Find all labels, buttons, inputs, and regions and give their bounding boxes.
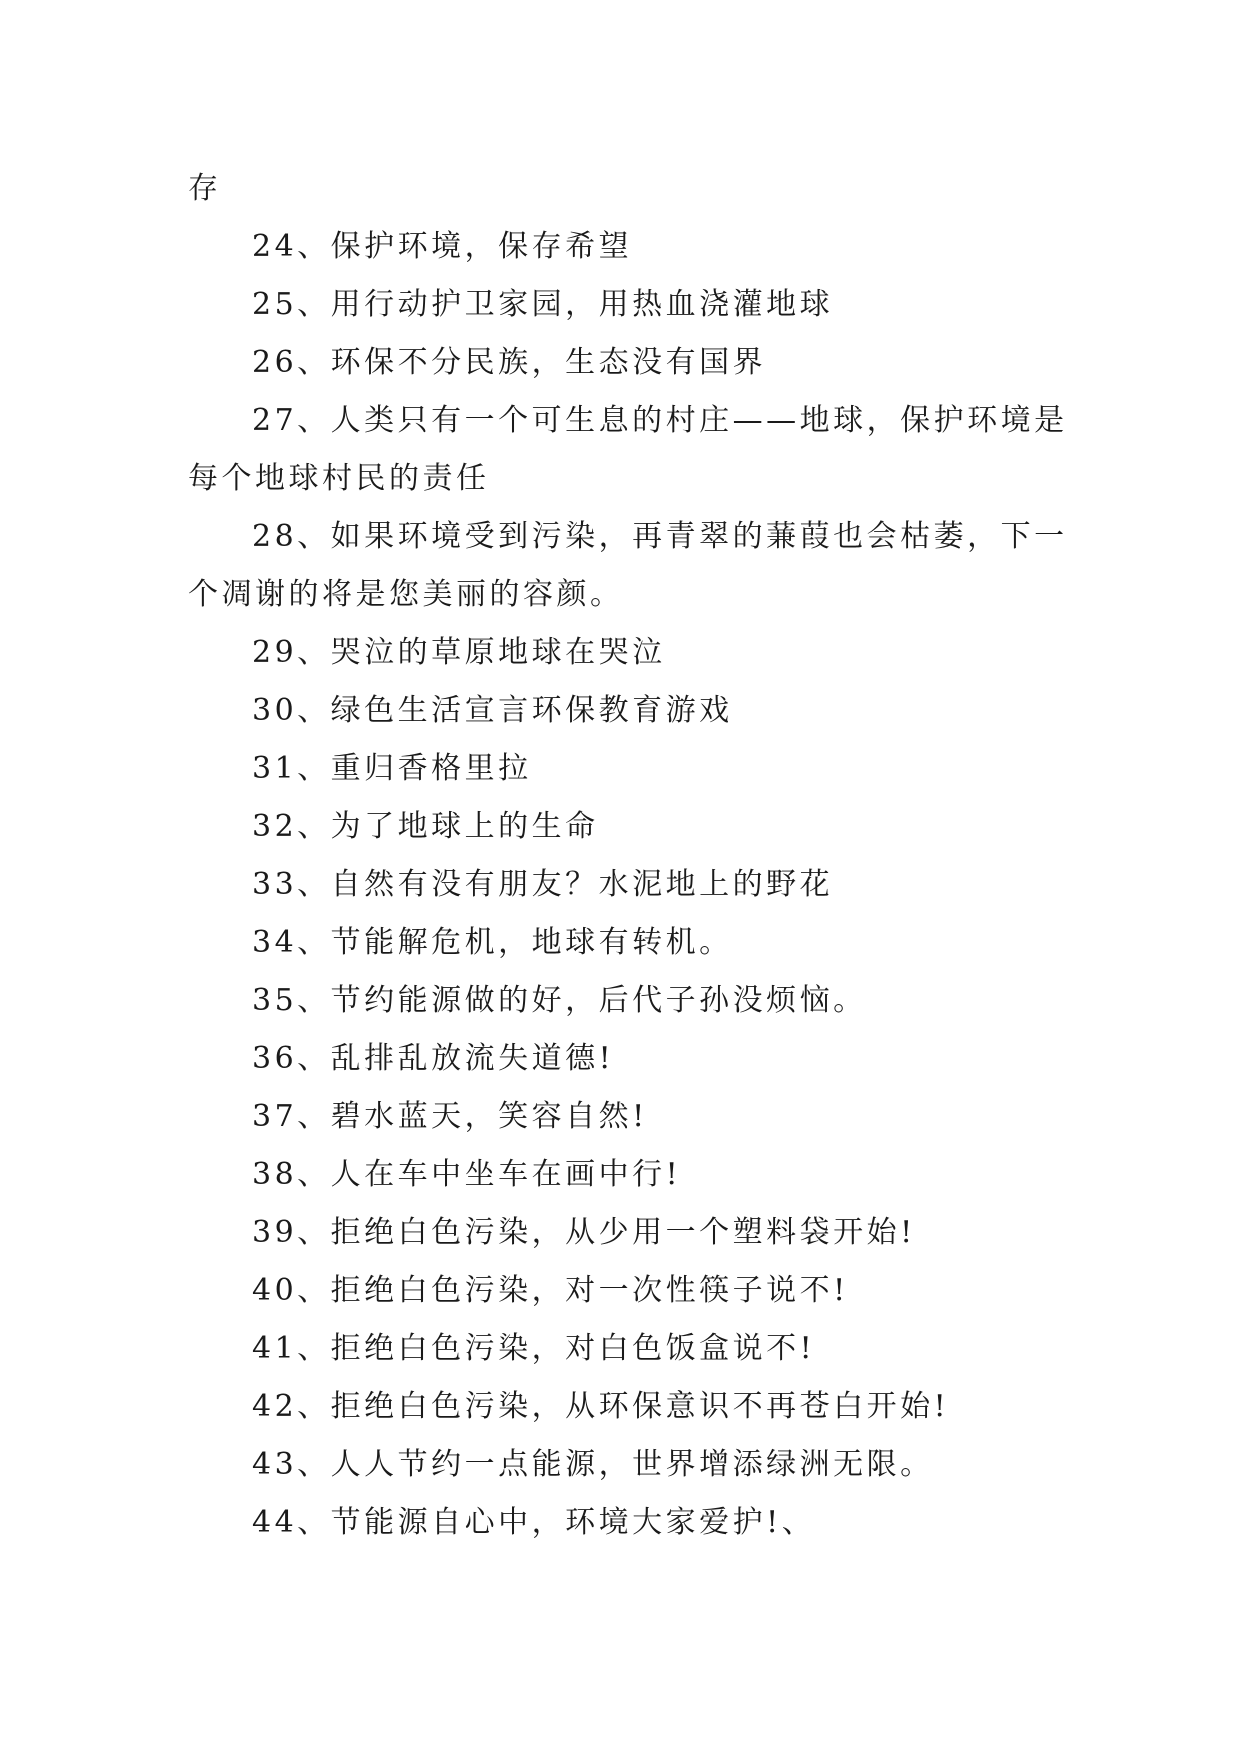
list-item: 27、人类只有一个可生息的村庄——地球，保护环境是 <box>252 403 1068 438</box>
list-item: 26、环保不分民族，生态没有国界 <box>252 345 767 380</box>
list-item: 39、拒绝白色污染，从少用一个塑料袋开始! <box>252 1215 916 1250</box>
list-item: 25、用行动护卫家园，用热血浇灌地球 <box>252 287 834 322</box>
list-item: 38、人在车中坐车在画中行! <box>252 1157 682 1192</box>
list-item: 28、如果环境受到污染，再青翠的蒹葭也会枯萎，下一 <box>252 519 1068 554</box>
list-item: 44、节能源自心中，环境大家爱护!、 <box>252 1505 816 1540</box>
list-item: 37、碧水蓝天，笑容自然! <box>252 1099 648 1134</box>
text-line: 存 <box>188 171 222 206</box>
list-item: 29、哭泣的草原地球在哭泣 <box>252 635 666 670</box>
list-item: 43、人人节约一点能源，世界增添绿洲无限。 <box>252 1447 934 1482</box>
list-item: 34、节能解危机，地球有转机。 <box>252 925 733 960</box>
text-line: 每个地球村民的责任 <box>188 461 490 496</box>
list-item: 24、保护环境，保存希望 <box>252 229 633 264</box>
document-body <box>188 160 1068 1552</box>
list-item: 35、节约能源做的好，后代子孙没烦恼。 <box>252 983 867 1018</box>
list-item: 41、拒绝白色污染，对白色饭盒说不! <box>252 1331 816 1366</box>
list-item: 32、为了地球上的生命 <box>252 809 599 844</box>
text-line: 个凋谢的将是您美丽的容颜。 <box>188 577 624 612</box>
list-item: 33、自然有没有朋友？水泥地上的野花 <box>252 867 834 902</box>
list-item: 42、拒绝白色污染，从环保意识不再苍白开始! <box>252 1389 950 1424</box>
list-item: 40、拒绝白色污染，对一次性筷子说不! <box>252 1273 849 1308</box>
list-item: 30、绿色生活宣言环保教育游戏 <box>252 693 733 728</box>
list-item: 31、重归香格里拉 <box>252 751 532 786</box>
list-item: 36、乱排乱放流失道德! <box>252 1041 615 1076</box>
